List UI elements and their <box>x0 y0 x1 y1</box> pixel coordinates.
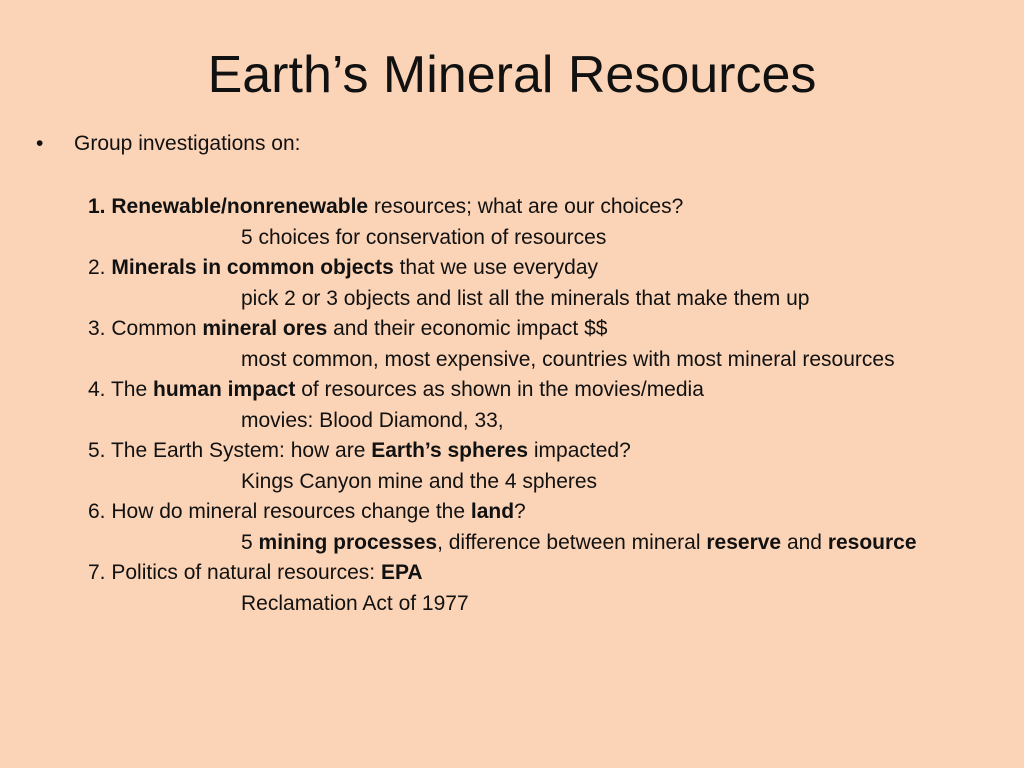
bullet-text: Group investigations on: <box>74 132 301 155</box>
list-item-detail-text: Reclamation Act of 1977 <box>241 591 469 615</box>
list-item-text: 3. Common <box>88 317 203 340</box>
list-item-text: and their economic impact $$ <box>327 317 608 340</box>
list-item-text: impacted? <box>528 439 631 462</box>
list-item-detail-text: Kings Canyon mine and the 4 spheres <box>241 469 598 493</box>
list-item-detail-text: most common, most expensive, countries with most mineral resources <box>241 347 895 371</box>
list-item-6 <box>88 497 1008 528</box>
list-item-text: EPA <box>380 561 423 584</box>
list-item-detail-text: 5 <box>241 530 259 554</box>
list-item-text: of resources as shown in the movies/media <box>295 378 704 401</box>
list-item-text: resources; what are our choices? <box>368 195 684 218</box>
list-item-text: land <box>470 500 515 523</box>
list-item-text: mineral ores <box>202 317 328 340</box>
list-item-detail-6 <box>88 528 1008 559</box>
list-item-1 <box>88 192 1008 223</box>
list-item-text: Earth’s spheres <box>371 439 529 462</box>
list-item-text: 7. Politics of natural resources: <box>88 561 381 584</box>
list-item-detail-text: pick 2 or 3 objects and list all the minerals that make them up <box>241 286 810 310</box>
list-item-text: 5. The Earth System: how are <box>88 439 372 462</box>
list-item-text: Minerals in common objects <box>111 256 394 279</box>
list-item-detail-3 <box>88 345 1008 376</box>
list-item-text: that we use everyday <box>393 256 599 279</box>
list-item-3 <box>88 314 1008 345</box>
list-item-text: human impact <box>153 378 296 401</box>
list-item-2 <box>88 253 1008 284</box>
list-item-detail-text: mining processes <box>258 530 438 554</box>
list-item-7 <box>88 558 1008 589</box>
list-item-detail-text: and <box>781 530 828 554</box>
list-item-detail-5 <box>88 467 1008 498</box>
list-item-text: 2. <box>88 256 112 279</box>
list-item-4 <box>88 375 1008 406</box>
list-item-detail-2 <box>88 284 1008 315</box>
list-item-text: 1. Renewable/nonrenewable <box>88 195 369 218</box>
list-item-detail-text: , difference between mineral <box>437 530 707 554</box>
list-item-detail-text: movies: Blood Diamond, 33, <box>241 408 504 432</box>
list-item-detail-text: 5 choices for conservation of resources <box>241 225 607 249</box>
list-item-5 <box>88 436 1008 467</box>
bullet-intro <box>36 130 300 158</box>
list-item-text: ? <box>514 500 526 523</box>
list-item-detail-text: reserve <box>706 530 782 554</box>
list-item-detail-7 <box>88 589 1008 620</box>
list-item-text: 6. How do mineral resources change the <box>88 500 471 523</box>
bullet-icon: • <box>36 132 44 155</box>
list-item-detail-4 <box>88 406 1008 437</box>
list-item-detail-text: resource <box>827 530 917 554</box>
investigation-list <box>88 192 1008 619</box>
list-item-detail-1 <box>88 223 1008 254</box>
slide-title: Earth’s Mineral Resources <box>207 46 817 104</box>
list-item-text: 4. The <box>88 378 153 401</box>
